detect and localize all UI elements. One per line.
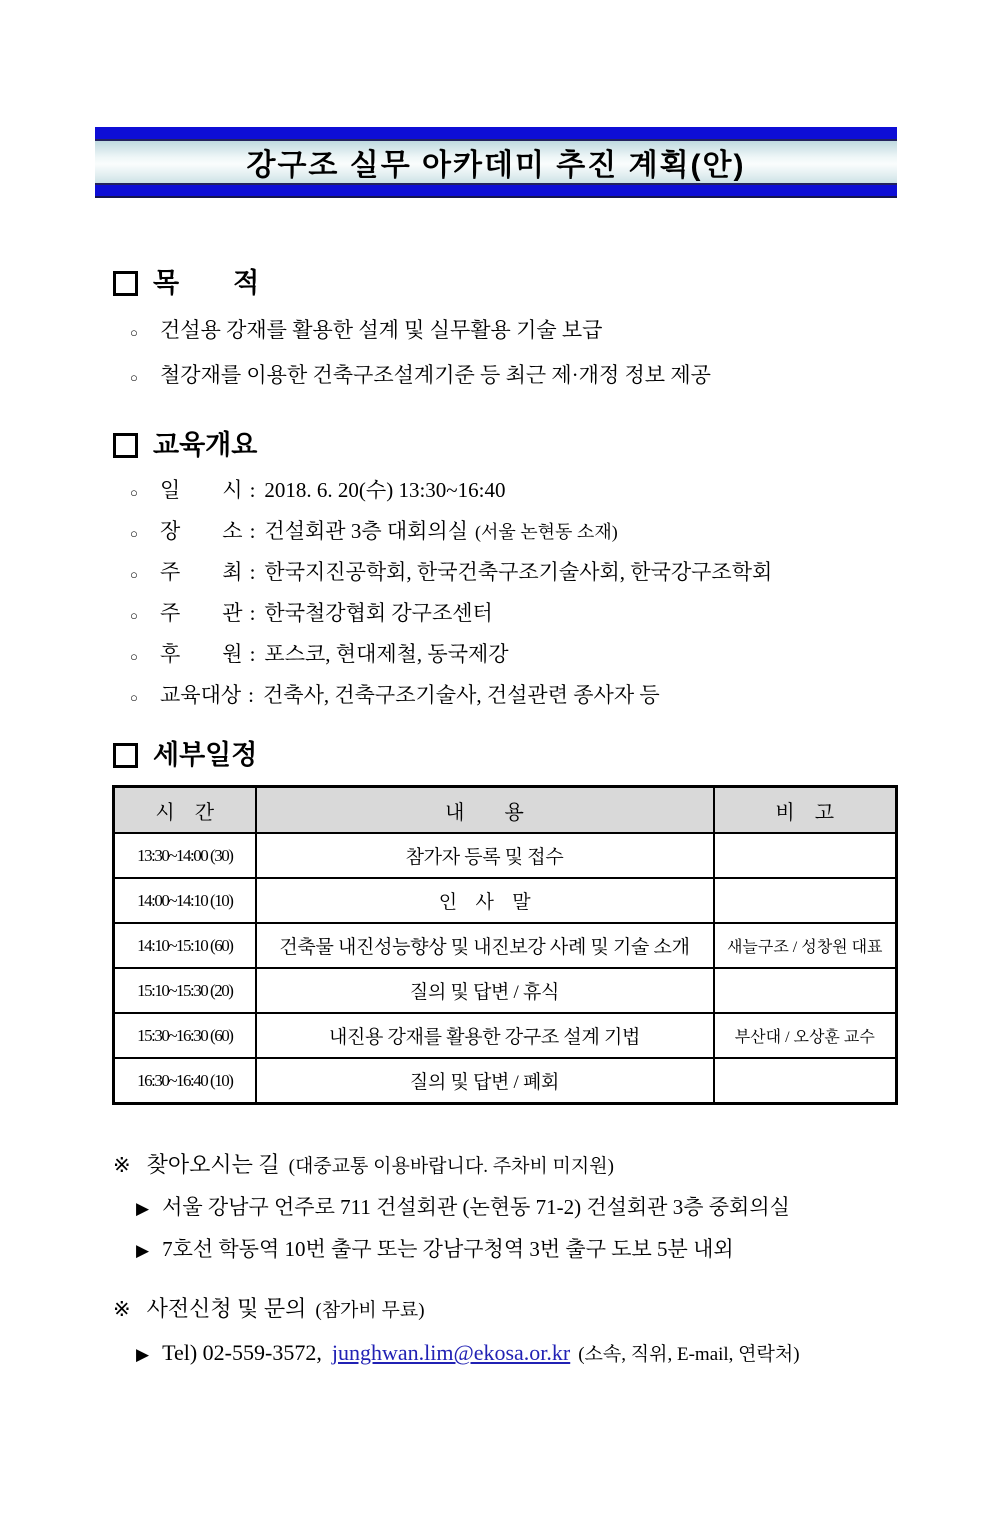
contact-email-note: (소속, 직위, E-mail, 연락처): [578, 1344, 800, 1365]
cell-time: 13:30~14:00 (30): [114, 833, 256, 878]
checkbox-square-icon: [113, 743, 138, 768]
header-note: 비 고: [714, 787, 897, 834]
cell-content: 건축물 내진성능향상 및 내진보강 사례 및 기술 소개: [256, 923, 714, 968]
cell-note: [714, 833, 897, 878]
circle-bullet-icon: ○: [130, 608, 138, 623]
overview-item-audience: [113, 676, 902, 717]
header-time: 시 간: [114, 787, 256, 834]
overview-item-label: 후 원: [160, 642, 243, 666]
contact-heading-note: (참가비 무료): [315, 1300, 425, 1321]
banner-inner: [95, 139, 897, 185]
purpose-item: [113, 309, 902, 354]
overview-item-label: 일 시: [160, 478, 243, 502]
overview-item-sponsor: [113, 635, 902, 676]
purpose-heading-label: 목 적: [153, 268, 260, 298]
directions-item-address: [113, 1187, 902, 1229]
title-banner: [95, 127, 897, 198]
arrow-right-icon: ▶: [136, 1241, 150, 1260]
overview-item-host: [113, 553, 902, 594]
directions-item-text: 서울 강남구 언주로 711 건설회관 (논현동 71-2) 건설회관 3층 중회의실: [162, 1195, 790, 1219]
reference-mark-icon: ※: [113, 1153, 131, 1177]
banner-top-bar: [95, 127, 897, 139]
cell-content: 질의 및 답변 / 폐회: [256, 1058, 714, 1104]
overview-item-datetime: [113, 471, 902, 512]
overview-item-label: 장 소: [160, 519, 243, 543]
arrow-right-icon: ▶: [136, 1345, 150, 1364]
overview-item-value: 한국철강협회 강구조센터: [264, 601, 493, 625]
cell-note: 새늘구조 / 성창원 대표: [714, 923, 897, 968]
overview-item-value: 포스코, 현대제철, 동국제강: [264, 642, 509, 666]
arrow-right-icon: ▶: [136, 1199, 150, 1218]
table-row: [114, 968, 897, 1013]
header-content: 내 용: [256, 787, 714, 834]
label-colon: :: [249, 601, 256, 625]
overview-item-place: [113, 512, 902, 553]
overview-heading-label: 교육개요: [153, 430, 258, 460]
email-link[interactable]: junghwan.lim@ekosa.or.kr: [331, 1340, 571, 1365]
overview-item-value: 2018. 6. 20(수) 13:30~16:40: [264, 478, 506, 502]
cell-time: 16:30~16:40 (10): [114, 1058, 256, 1104]
section-heading-overview: [113, 429, 902, 461]
overview-item-value: 한국지진공학회, 한국건축구조기술사회, 한국강구조학회: [264, 560, 773, 584]
label-colon: :: [249, 560, 256, 584]
banner-bottom-bar: [95, 185, 897, 196]
overview-item-note: (서울 논현동 소재): [475, 522, 618, 542]
table-header-row: [114, 787, 897, 834]
section-heading-schedule: [113, 739, 902, 771]
table-row: [114, 833, 897, 878]
overview-item-label: 주 최: [160, 560, 243, 584]
checkbox-square-icon: [113, 433, 138, 458]
cell-note: [714, 968, 897, 1013]
contact-heading: [113, 1293, 902, 1327]
label-colon: :: [249, 478, 256, 502]
page-title: 강구조 실무 아카데미 추진 계획(안): [246, 149, 746, 182]
cell-time: 15:30~16:30 (60): [114, 1013, 256, 1058]
label-colon: :: [248, 683, 254, 707]
document-body: [0, 267, 992, 1373]
circle-bullet-icon: ○: [130, 690, 138, 705]
contact-tel-line: [113, 1335, 902, 1373]
table-row: [114, 878, 897, 923]
cell-content: 참가자 등록 및 접수: [256, 833, 714, 878]
cell-content: 인 사 말: [256, 878, 714, 923]
directions-heading-label: 찾아오시는 길: [146, 1152, 280, 1177]
cell-note: 부산대 / 오상훈 교수: [714, 1013, 897, 1058]
checkbox-square-icon: [113, 271, 138, 296]
circle-bullet-icon: ○: [130, 567, 138, 582]
circle-bullet-icon: ○: [130, 526, 138, 541]
schedule-heading-label: 세부일정: [153, 740, 258, 770]
cell-time: 14:10~15:10 (60): [114, 923, 256, 968]
overview-item-label: 주 관: [160, 601, 243, 625]
circle-bullet-icon: ○: [130, 649, 138, 664]
reference-mark-icon: ※: [113, 1297, 131, 1321]
overview-item-organizer: [113, 594, 902, 635]
table-row: [114, 1058, 897, 1104]
circle-bullet-icon: ○: [130, 370, 138, 385]
cell-note: [714, 878, 897, 923]
cell-content: 질의 및 답변 / 휴식: [256, 968, 714, 1013]
contact-tel: Tel) 02-559-3572,: [162, 1340, 322, 1365]
purpose-item-text: 건설용 강재를 활용한 설계 및 실무활용 기술 보급: [160, 318, 603, 342]
directions-item-text: 7호선 학동역 10번 출구 또는 강남구청역 3번 출구 도보 5분 내외: [162, 1237, 734, 1261]
label-colon: :: [249, 519, 256, 543]
section-heading-purpose: [113, 267, 902, 299]
directions-item-subway: [113, 1229, 902, 1271]
cell-note: [714, 1058, 897, 1104]
table-row: [114, 923, 897, 968]
circle-bullet-icon: ○: [130, 325, 138, 340]
cell-content: 내진용 강재를 활용한 강구조 설계 기법: [256, 1013, 714, 1058]
label-colon: :: [249, 642, 256, 666]
overview-item-value: 건축사, 건축구조기술사, 건설관련 종사자 등: [263, 683, 660, 707]
table-row: [114, 1013, 897, 1058]
schedule-table: [112, 785, 898, 1105]
contact-heading-label: 사전신청 및 문의: [146, 1296, 307, 1321]
overview-item-value: 건설회관 3층 대회의실: [264, 519, 468, 543]
purpose-item-text: 철강재를 이용한 건축구조설계기준 등 최근 제·개정 정보 제공: [160, 363, 711, 387]
cell-time: 15:10~15:30 (20): [114, 968, 256, 1013]
cell-time: 14:00~14:10 (10): [114, 878, 256, 923]
directions-heading: [113, 1149, 902, 1183]
directions-heading-note: (대중교통 이용바랍니다. 주차비 미지원): [288, 1156, 614, 1177]
overview-item-label: 교육대상: [160, 683, 242, 707]
purpose-item: [113, 354, 902, 399]
circle-bullet-icon: ○: [130, 485, 138, 500]
